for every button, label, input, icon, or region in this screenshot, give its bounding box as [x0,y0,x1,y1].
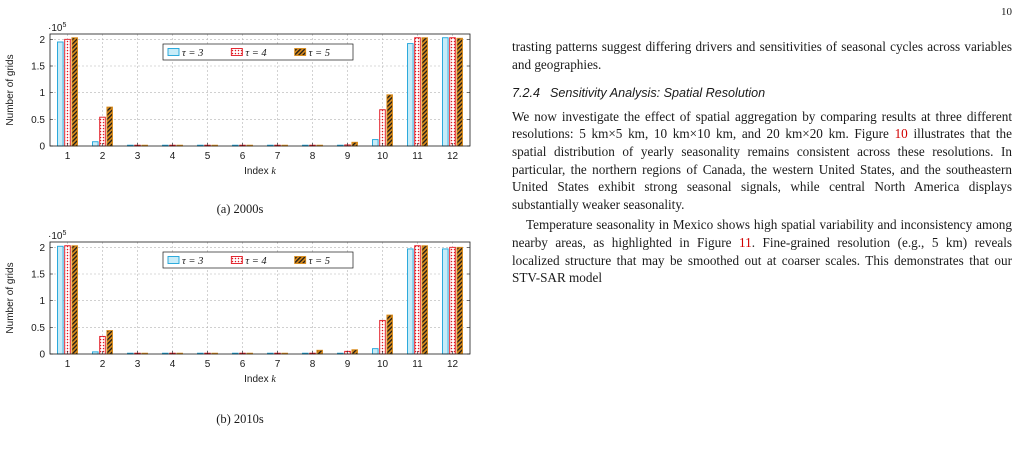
paragraph-1 [512,108,1012,214]
paragraph-1-text-a: We now investigate the effect of spatial aggregation by comparing results at three different resolutions: 5 km×5 km, 10 km×10 km, and 20 km×20 km. Figure [512,108,1012,142]
bar-chart-2000s [0,22,480,182]
bar-tau5-k11 [422,38,428,146]
bar-tau4-k10 [380,320,386,354]
x-tick-label: 5 [204,359,211,370]
bar-tau4-k10 [380,110,386,146]
x-tick-label: 8 [309,359,316,370]
figure-panel-b [0,230,480,390]
bar-tau5-k12 [457,247,463,354]
legend-swatch-tau4 [231,49,242,56]
x-axis-label: Index k [244,166,276,177]
bar-tau3-k1 [58,42,64,146]
x-tick-label: 11 [412,151,423,162]
bar-tau4-k11 [415,246,421,354]
bar-tau3-k1 [58,246,64,354]
bar-tau3-k11 [408,249,414,354]
y-axis-label: Number of grids [5,262,16,334]
bar-tau5-k9 [352,350,358,354]
legend-swatch-tau4 [231,257,242,264]
paragraph-2-text-b: . Fine-grained resolution (e.g., 5 km) reveals localized structure that may be smoothed out at coarser scales. This demonstrates that our STV-SAR model [512,234,1012,286]
figure-10-link[interactable]: 10 [894,126,908,142]
x-tick-label: 1 [64,151,71,162]
caption-2010s: (b) 2010s [216,412,264,426]
legend-swatch-tau5 [295,49,306,56]
y-tick-label: 0.5 [31,322,45,334]
text-column [512,38,1012,287]
bar-tau5-k10 [387,315,393,354]
bar-tau5-k2 [107,331,113,354]
legend-swatch-tau5 [295,257,306,264]
x-tick-label: 10 [376,359,389,370]
y-tick-label: 0 [39,349,45,361]
section-number: 7.2.4 [512,86,541,101]
x-tick-label: 8 [309,151,316,162]
bar-tau5-k8 [317,350,323,354]
x-tick-label: 1 [64,359,71,370]
bar-tau5-k10 [387,95,393,146]
bar-tau3-k12 [443,38,449,146]
x-tick-label: 6 [239,151,246,162]
x-tick-label: 7 [274,151,281,162]
legend-swatch-tau3 [168,257,179,264]
bar-tau5-k12 [457,38,463,146]
y-tick-label: 1 [39,88,45,100]
x-tick-label: 12 [446,359,459,370]
legend-label-tau5: τ = 5 [308,256,331,267]
bar-tau5-k1 [72,38,78,146]
x-tick-label: 2 [99,151,106,162]
y-tick-label: 1.5 [31,269,45,281]
x-tick-label: 2 [99,359,106,370]
bar-tau3-k10 [373,349,379,354]
bar-tau5-k2 [107,107,113,146]
bar-tau5-k11 [422,246,428,354]
legend-label-tau4: τ = 4 [245,256,267,267]
bar-tau4-k1 [65,39,71,146]
legend-label-tau5: τ = 5 [308,48,331,59]
x-tick-label: 12 [446,151,459,162]
y-axis-label: Number of grids [5,54,16,126]
x-tick-label: 3 [134,359,141,370]
x-tick-label: 3 [134,151,141,162]
bar-tau3-k10 [373,140,379,146]
legend-label-tau3: τ = 3 [182,256,204,267]
page-number: 10 [1001,6,1012,18]
figure-panel-a [0,22,480,182]
y-tick-label: 0.5 [31,114,45,126]
y-tick-label: 2 [39,242,45,254]
legend-swatch-tau3 [168,49,179,56]
y-tick-label: 1 [39,296,45,308]
x-tick-label: 9 [344,359,351,370]
figure-11-link[interactable]: 11 [738,234,752,250]
y-multiplier: $\cdot 10^5$ [48,230,67,242]
paragraph-2 [512,216,1012,286]
x-tick-label: 4 [169,151,176,162]
x-tick-label: 5 [204,151,211,162]
bar-tau5-k1 [72,246,78,354]
section-heading [512,85,1012,103]
legend-label-tau4: τ = 4 [245,48,267,59]
x-tick-label: 7 [274,359,281,370]
caption-2000s: (a) 2000s [216,202,264,216]
y-tick-label: 1.5 [31,61,45,73]
bar-tau3-k2 [93,142,99,146]
x-tick-label: 11 [412,359,423,370]
x-tick-label: 4 [169,359,176,370]
y-tick-label: 2 [39,34,45,46]
y-tick-label: 0 [39,141,45,153]
legend [163,44,353,60]
bar-tau5-k9 [352,142,358,146]
legend [163,252,353,268]
x-tick-label: 6 [239,359,246,370]
bar-tau4-k1 [65,246,71,354]
bar-tau4-k12 [450,38,456,146]
intro-paragraph: trasting patterns suggest differing drivers and sensitivities of seasonal cycles across variables and geographies. [512,39,1012,72]
legend-label-tau3: τ = 3 [182,48,204,59]
x-tick-label: 9 [344,151,351,162]
bar-tau3-k11 [408,44,414,146]
section-title: Sensitivity Analysis: Spatial Resolution [550,86,766,101]
bar-tau3-k12 [443,249,449,354]
bar-chart-2010s [0,230,480,390]
paragraph-1-text-b: illustrates that the spatial distribution of yearly seasonality remains consistent across these resolutions. In particular, the northern regions of Canada, the western United States, and the southeastern United States exhibit strong seasonal signals, while central North America displays substantially weaker seasonality. [512,126,1012,212]
x-axis-label: Index k [244,374,276,385]
paragraph-2-text-a: Temperature seasonality in Mexico shows high spatial variability and inconsistency among nearby areas, as highlighted in Figure [512,217,1012,250]
bar-tau4-k11 [415,38,421,146]
bar-tau4-k2 [100,117,106,146]
bar-tau4-k12 [450,247,456,354]
y-multiplier: $\cdot 10^5$ [48,22,67,34]
x-tick-label: 10 [376,151,389,162]
